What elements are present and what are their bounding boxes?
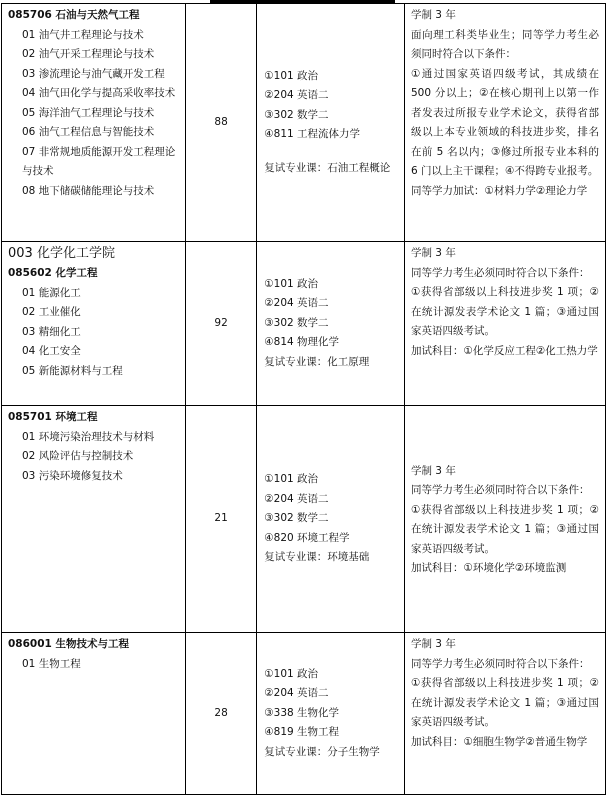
quota-cell: 88 (185, 4, 256, 242)
direction-item: 04 油气田化学与提高采收率技术 (22, 87, 176, 99)
direction-item: 01 生物工程 (22, 657, 81, 670)
direction-item: 05 新能源材料与工程 (22, 364, 123, 377)
exam-subject: ④814 物理化学 (264, 336, 340, 349)
table-row (2, 633, 606, 795)
notes-cell (404, 4, 605, 242)
exam-subject: ③302 数学二 (264, 512, 329, 525)
exam-subject: ④819 生物工程 (264, 726, 340, 739)
table-row (2, 4, 606, 242)
quota-cell: 28 (185, 633, 256, 795)
retest-subject: 复试专业课：分子生物学 (264, 745, 380, 758)
notes-cell (404, 406, 605, 633)
exam-subject: ②204 英语二 (264, 492, 329, 505)
direction-item: 03 污染环境修复技术 (22, 469, 123, 482)
exam-subject: ②204 英语二 (264, 687, 329, 700)
note-line: 面向理工科类毕业生；同等学力考生必须同时符合以下条件： (410, 28, 599, 60)
retest-subject: 复试专业课：环境基础 (264, 551, 370, 564)
direction-item: 08 地下储碳储能理论与技术 (22, 184, 155, 197)
direction-item: 07 非常规地质能源开发工程理论与技术 (22, 145, 176, 177)
exam-subject: ①101 政治 (264, 667, 319, 680)
direction-item: 06 油气工程信息与智能技术 (22, 126, 155, 138)
direction-item: 02 工业催化 (22, 306, 81, 318)
direction-item: 02 油气开采工程理论与技术 (22, 48, 155, 60)
program-cell (2, 242, 186, 406)
note-line: 学制 3 年 (410, 638, 456, 650)
program-title: 086001 生物技术与工程 (8, 638, 129, 650)
exam-subject: ①101 政治 (264, 473, 319, 486)
note-line: 同等学力考生必须同时符合以下条件： (410, 657, 590, 670)
program-title: 085602 化学工程 (8, 267, 98, 279)
direction-item: 01 油气井工程理论与技术 (22, 28, 144, 41)
note-line: 学制 3 年 (410, 464, 456, 477)
note-line: 学制 3 年 (410, 9, 456, 21)
note-line: ①获得省部级以上科技进步奖 1 项；②在统计源发表学术论文 1 篇；③通过国家英语四级考试。 (410, 677, 599, 728)
exam-subjects-cell (257, 242, 405, 406)
exam-subjects-cell (257, 633, 405, 795)
quota-cell: 92 (185, 242, 256, 406)
note-line: 同等学力加试：①材料力学②理论力学 (410, 184, 588, 197)
exam-subjects-cell (257, 406, 405, 633)
note-line: 加试科目：①环境化学②环境监测 (410, 562, 567, 574)
exam-subject: ③302 数学二 (264, 316, 329, 329)
program-cell (2, 633, 186, 795)
retest-subject: 复试专业课：化工原理 (264, 355, 370, 368)
admissions-table (1, 3, 606, 795)
table-row (2, 406, 606, 633)
direction-item: 04 化工安全 (22, 345, 81, 357)
note-line: ①通过国家英语四级考试，其成绩在 500 分以上；②在核心期刊上以第一作者发表过所报专业学术论文，获得省部级以上本专业领域的科技进步奖，排名在前 5 名以内；③修过所报专业本科的 6 门以上主干课程；④不得跨专业报考。 (410, 67, 599, 177)
college-title: 003 化学化工学院 (8, 246, 115, 261)
program-cell (2, 406, 186, 633)
exam-subjects-cell (257, 4, 405, 242)
note-line: 加试科目：①细胞生物学②普通生物学 (410, 735, 588, 748)
note-line: 同等学力考生必须同时符合以下条件： (410, 266, 590, 279)
note-line: ①获得省部级以上科技进步奖 1 项；②在统计源发表学术论文 1 篇；③通过国家英语四级考试。 (410, 286, 599, 337)
note-line: 学制 3 年 (410, 247, 456, 259)
notes-cell (404, 633, 605, 795)
exam-subject: ④811 工程流体力学 (264, 128, 361, 141)
exam-subject: ②204 英语二 (264, 89, 329, 102)
direction-item: 01 环境污染治理技术与材料 (22, 430, 155, 443)
note-line: 加试科目：①化学反应工程②化工热力学 (410, 344, 598, 357)
notes-cell (404, 242, 605, 406)
direction-item: 05 海洋油气工程理论与技术 (22, 106, 155, 119)
exam-subject: ④820 环境工程学 (264, 531, 350, 544)
exam-subject: ①101 政治 (264, 69, 319, 82)
note-line: ①获得省部级以上科技进步奖 1 项；②在统计源发表学术论文 1 篇；③通过国家英语四级考试。 (410, 503, 599, 555)
program-title: 085701 环境工程 (8, 411, 98, 423)
table-row (2, 242, 606, 406)
direction-item: 01 能源化工 (22, 286, 81, 299)
quota-cell: 21 (185, 406, 256, 633)
program-title: 085706 石油与天然气工程 (8, 9, 140, 21)
direction-item: 03 渗流理论与油气藏开发工程 (22, 67, 165, 80)
exam-subject: ①101 政治 (264, 277, 319, 290)
direction-item: 02 风险评估与控制技术 (22, 450, 134, 462)
note-line: 同等学力考生必须同时符合以下条件： (410, 484, 590, 496)
exam-subject: ③302 数学二 (264, 108, 329, 121)
direction-item: 03 精细化工 (22, 325, 81, 338)
program-cell (2, 4, 186, 242)
exam-subject: ③338 生物化学 (264, 706, 340, 719)
exam-subject: ②204 英语二 (264, 297, 329, 310)
retest-subject: 复试专业课：石油工程概论 (264, 161, 391, 174)
